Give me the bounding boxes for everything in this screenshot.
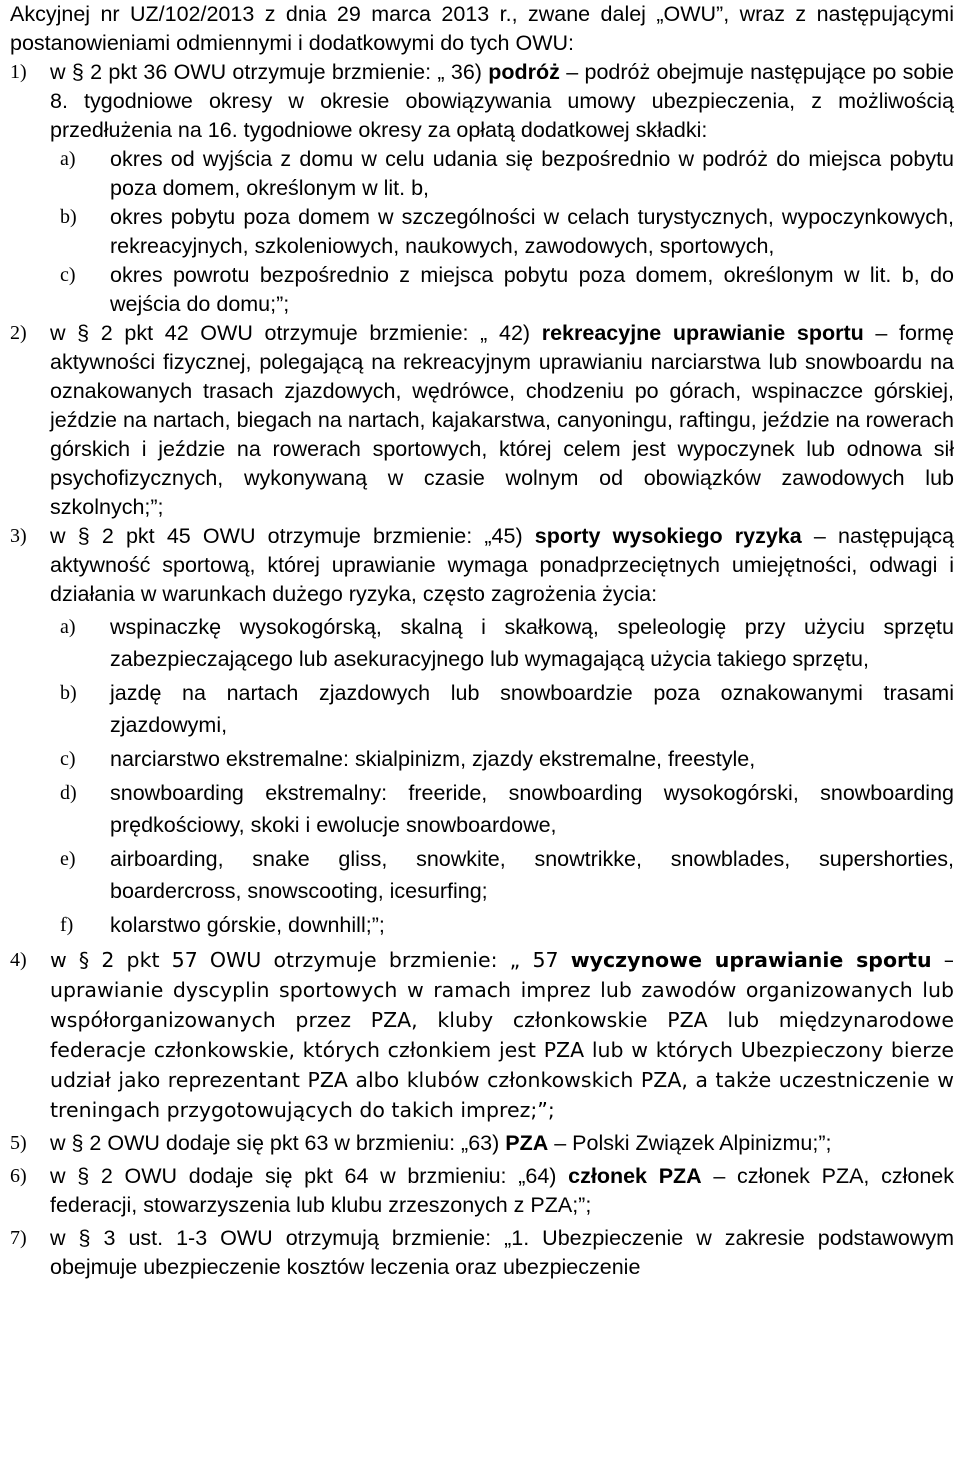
item-body [50, 1162, 954, 1220]
item-body [50, 522, 954, 609]
sub-item [60, 777, 954, 841]
defined-term: członek PZA [568, 1164, 702, 1188]
list-item-3 [10, 522, 954, 609]
sub-item [60, 261, 954, 319]
item-body [50, 1224, 954, 1282]
item-number: 2) [10, 322, 27, 344]
sub-item [60, 843, 954, 907]
sub-item-text: jazdę na nartach zjazdowych lub snowboardzie poza oznakowanymi trasami zjazdowymi, [110, 681, 954, 737]
sub-item-letter: e) [60, 848, 76, 870]
sub-item-text: okres pobytu poza domem w szczególności w celach turystycznych, wypoczynkowych, rekreacyjnych, szkoleniowych, naukowych, zawodowych, sportowych, [110, 205, 954, 258]
item-body [50, 58, 954, 145]
item-text-pre: w § 2 pkt 42 OWU otrzymuje brzmienie: „ 42) [50, 321, 542, 345]
sub-item [60, 909, 954, 941]
sub-item-text: narciarstwo ekstremalne: skialpinizm, zjazdy ekstremalne, freestyle, [110, 747, 756, 771]
item-text-post: – uprawianie dyscyplin sportowych w ramach imprez lub zawodów organizowanych lub współorganizowanych przez PZA, kluby członkowskie PZA lub międzynarodowe federacje członkowskie, których członkiem jest PZA lub w których Ubezpieczony bierze udział jako reprezentant PZA albo klubów członkowskich PZA, a także uczestniczenie w treningach przygotowujących do takich imprez;”; [50, 948, 954, 1122]
sub-item-text: airboarding, snake gliss, snowkite, snowtrikke, snowblades, supershorties, boardercross, snowscooting, icesurfing; [110, 847, 954, 903]
sub-item-letter: d) [60, 782, 77, 804]
list-item-7 [10, 1224, 954, 1282]
sub-item-letter: b) [60, 682, 77, 704]
item-text-post: – Polski Związek Alpinizmu;”; [548, 1131, 832, 1155]
item-text-pre: w § 2 pkt 36 OWU otrzymuje brzmienie: „ 36) [50, 60, 489, 84]
list-item-1 [10, 58, 954, 145]
defined-term: podróż [488, 60, 560, 84]
list-item-4 [10, 945, 954, 1125]
item-text-post: – formę aktywności fizycznej, polegającą na rekreacyjnym uprawianiu narciarstwa lub snowboardu na oznakowanych trasach zjazdowych, wędrówce, chodzeniu po górach, wspinaczce górskiej, jeździe na nartach, biegach na nartach, kajakarstwa, canyoningu, raftingu, jeździe na rowerach górskich i jeździe na rowerach sportowych, której celem jest wypoczynek lub odnowa sił psychofizycznych, wykonywaną w czasie wolnym od obowiązków zawodowych lub szkolnych;”; [50, 321, 954, 519]
item-text-pre: w § 3 ust. 1-3 OWU otrzymują brzmienie: „1. Ubezpieczenie w zakresie podstawowym obejmuje ubezpieczenie kosztów leczenia oraz ubezpieczenie [50, 1226, 954, 1279]
sub-item-letter: c) [60, 264, 76, 286]
sub-item [60, 611, 954, 675]
item-text-post: – członek PZA, członek federacji, stowarzyszenia lub klubu zrzeszonych z PZA;”; [50, 1164, 954, 1217]
defined-term: wyczynowe uprawianie sportu [570, 948, 932, 972]
sub-item-text: okres od wyjścia z domu w celu udania się bezpośrednio w podróż do miejsca pobytu poza domem, określonym w lit. b, [110, 147, 954, 200]
list-item-6 [10, 1162, 954, 1220]
item-text-pre: w § 2 OWU dodaje się pkt 63 w brzmieniu: „63) [50, 1131, 506, 1155]
sub-item-text: okres powrotu bezpośrednio z miejsca pobytu poza domem, określonym w lit. b, do wejścia do domu;”; [110, 263, 954, 316]
sub-item [60, 677, 954, 741]
item-text-pre: w § 2 pkt 57 OWU otrzymuje brzmienie: „ 57 [50, 948, 571, 972]
item-text-post: – podróż obejmuje następujące po sobie 8. tygodniowe okresy w okresie obowiązywania umowy ubezpieczenia, z możliwością przedłużenia na 16. tygodniowe okresy za opłatą dodatkowej składki: [50, 60, 954, 142]
sub-item [60, 743, 954, 775]
sub-item [60, 203, 954, 261]
item-body [50, 319, 954, 522]
defined-term: rekreacyjne uprawianie sportu [541, 321, 864, 345]
item-number: 6) [10, 1165, 27, 1187]
item-text-post: – następującą aktywność sportową, której uprawianie wymaga ponadprzeciętnych umiejętności, odwagi i działania w warunkach dużego ryzyka, często zagrożenia życia: [50, 524, 954, 606]
item-number: 5) [10, 1132, 27, 1154]
sub-item-text: kolarstwo górskie, downhill;”; [110, 913, 385, 937]
sub-item-letter: f) [60, 914, 74, 936]
item-text-pre: w § 2 pkt 45 OWU otrzymuje brzmienie: „45) [50, 524, 535, 548]
list-item-2 [10, 319, 954, 522]
item-body [50, 1129, 954, 1158]
intro-paragraph: Akcyjnej nr UZ/102/2013 z dnia 29 marca 2013 r., zwane dalej „OWU”, wraz z następującymi postanowieniami odmiennymi i dodatkowymi do tych OWU: [10, 2, 954, 55]
defined-term: sporty wysokiego ryzyka [534, 524, 802, 548]
sub-item-letter: a) [60, 616, 76, 638]
item-number: 7) [10, 1227, 27, 1249]
sub-item-letter: c) [60, 748, 76, 770]
list-item-5 [10, 1129, 954, 1158]
sub-item-text: snowboarding ekstremalny: freeride, snowboarding wysokogórski, snowboarding prędkościowy, skoki i ewolucje snowboardowe, [110, 781, 954, 837]
item-number: 4) [10, 949, 27, 971]
sub-item [60, 145, 954, 203]
defined-term: PZA [505, 1131, 549, 1155]
item-number: 3) [10, 525, 27, 547]
item-text-pre: w § 2 OWU dodaje się pkt 64 w brzmieniu: „64) [50, 1164, 569, 1188]
sub-item-letter: b) [60, 206, 77, 228]
item-number: 1) [10, 61, 27, 83]
item-body [50, 945, 954, 1125]
sub-item-letter: a) [60, 148, 76, 170]
sub-item-text: wspinaczkę wysokogórską, skalną i skałkową, speleologię przy użyciu sprzętu zabezpieczającego lub asekuracyjnego lub wymagającą użycia takiego sprzętu, [110, 615, 954, 671]
